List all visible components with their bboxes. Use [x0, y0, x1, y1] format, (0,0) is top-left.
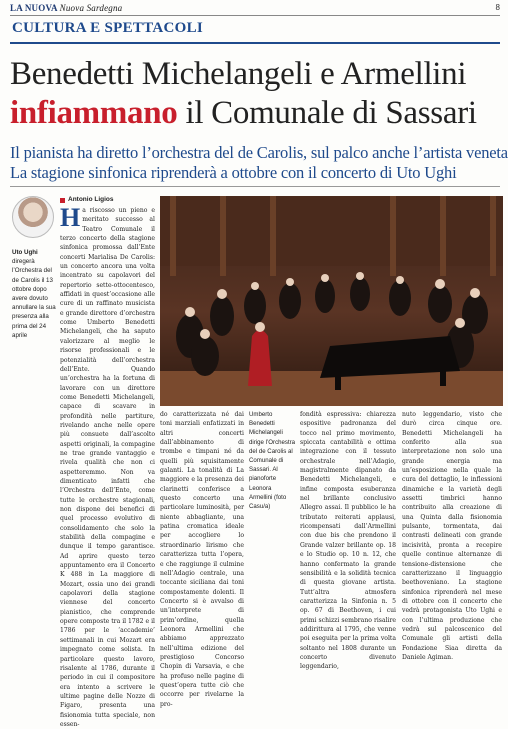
top-rule	[10, 15, 500, 16]
article-column-1	[60, 203, 155, 728]
subheadline-1: Il pianista ha diretto l’orchestra del de Carolis, sul palco anche l’artista veneta	[10, 143, 508, 162]
side-caption-name: Uto Ughi	[12, 249, 38, 256]
column-4-text: nuto leggendario, visto che durò circa cinque ore. Benedetti Michelangeli ha conferito alla sua interpretazione non solo una grande energia ma un’esposizione nella quale la cura del dettaglio, le inflessioni dinamiche e la varietà degli assetti timbrici hanno contribuito alla creazione di una Quinta dalla fisionomia pulsante, tormentata, dai contrasti delineati con grande incisività, pronta a recepire quelle continue alternanze di tensione-distensione che caratterizzano il linguaggio beethoveniano. La stagione sinfonica riprenderà nel mese di ottobre con il concerto che vedrà protagonista Uto Ughi e con l’ultima produzione che vedrà sul palcoscenico del Comunale gli artisti della Fondazione Siaa diretta da Daniele Agiman.	[402, 411, 502, 661]
masthead	[10, 2, 500, 16]
column-1-text: a riscosso un pieno e meritato successo al Teatro Comunale il terzo concerto della stagione sinfonica promossa dall’Ente concerti Marialisa De Carolis: un concerto ancora una volta incentrato su capolavori del repertorio sette-ottocentesco, affidati in quest’occasione alle cure di un raffinato musicista e grande direttore d’orchestra come Umberto Benedetti Michelangeli, che ha saputo valorizzare al meglio le risorse professionali e le potenzialità dell’orchestra dell’Ente. Quando un’orchestra ha la fortuna di lavorare con un direttore come Benedetti Michelangeli, capace di scavare in profondità nelle partiture, rivelando anche nelle opere più consuete dall’ascolto aspetti originali, la compagine ne trae grande vantaggio e rivela qualità che non ci aspetteremmo. Non va dimenticato infatti che l’Orchestra dell’Ente, come tutte le orchestre stagionali, non dispone dei benefici di quel processo evolutivo di consolidamento che solo la stabilità della compagine e dunque il tempo garantisce. Ad aprire questo terzo appuntamento era il Concerto K 488 in La maggiore di Mozart, ossia uno dei grandi capolavori della stagione viennese del concerto pianistico, che comprende opere composte tra il 1782 e il 1786 per le ‘accademie’ settimanali in cui Mozart era impegnato come solista. In particolare questo lavoro, risalente al 1786, durante il periodo in cui il compositore era intento a scrivere le ultime pagine delle Nozze di Figaro, presenta una fisionomia tutta speciale, non essen-	[60, 207, 155, 728]
uto-ughi-portrait	[12, 196, 54, 238]
column-2-text: do caratterizzata né dai toni marziali enfatizzati in altri concerti dall’abbinamento di trombe e timpani né da quelli più squisitamente galanti. La tonalità di La maggiore e la presenza dei clarinetti conferisce a questo concerto una particolare luminosità, per niente abbagliante, una patina cromatica ideale per accogliere lo straordinario lirismo che caratterizza tutta l’opera, e che raggiunge il culmine nell’Adagio centrale, una toccante siciliana dai toni compostamente dolenti. Il Concerto si è avvalso di un’interprete di prim’ordine, quella Leonora Armellini che abbiamo apprezzato nell’ultima edizione del prestigioso Concorso Chopin di Varsavia, e che ha profuso nelle pagine di quest’opera tutte ciò che occorre per rivelarne la pro-	[160, 411, 244, 708]
headline-line2	[10, 95, 500, 132]
article-column-4	[402, 410, 502, 661]
article-column-3	[300, 410, 396, 671]
side-caption	[12, 248, 56, 340]
header-divider	[10, 186, 500, 187]
photo-caption: Umberto Benedetti Michelangeli dirige l’Orchestra del de Carolis al Comunale di Sassari. Al pianoforte Leonora Armellini (foto Casu/a)	[249, 411, 296, 511]
headline-rest: il Comunale di Sassari	[177, 95, 477, 131]
author-byline: Antonio Ligios	[68, 196, 114, 203]
section-rule	[10, 42, 500, 44]
headline-highlight: infiammano	[10, 95, 178, 131]
article-column-2	[160, 410, 244, 708]
page-number: 8	[495, 3, 500, 12]
side-caption-text: diregerà l’Orchestra del de Carolis il 13 ottobre dopo avere dovuto annullare la sua presenza alla prima del 24 aprile	[12, 258, 56, 339]
subheadline-2: La stagione sinfonica riprenderà a ottobre con il concerto di Uto Ughi	[10, 163, 457, 182]
column-3-text: fondità espressiva: chiarezza espositive padronanza del tocco nel primo movimento, spiccata cantabilità e ottima integrazione con il tessuto orchestrale nell’Adagio, magistralmente dipanato da Benedetti Michelangeli, e infine composta esuberanza nel brillante conclusivo Allegro assai. Il pubblico le ha tributato reiterati applausi, ricompensati dall’Armellini con due bis che prendono il Grande valzer brillante op. 18 e lo Studio op. 10 n. 12, che hanno confermato la grande sensibilità e la solidità tecnica di questa giovane artista. Tutt’altra atmosfera caratterizza la Sinfonia n. 5 op. 67 di Beethoven, i cui primi schizzi sembrano risalire addirittura al 1795, che venne poi eseguita per la prima volta soltanto nel 1808 durante un concerto divenuto leggendario,	[300, 411, 396, 671]
concert-photo	[160, 196, 503, 406]
paper-name: LA NUOVA Nuova Sardegna	[10, 3, 123, 13]
dropcap: H	[60, 203, 81, 232]
section-title: CULTURA E SPETTACOLI	[12, 20, 204, 36]
headline-line1: Benedetti Michelangeli e Armellini	[10, 56, 467, 92]
